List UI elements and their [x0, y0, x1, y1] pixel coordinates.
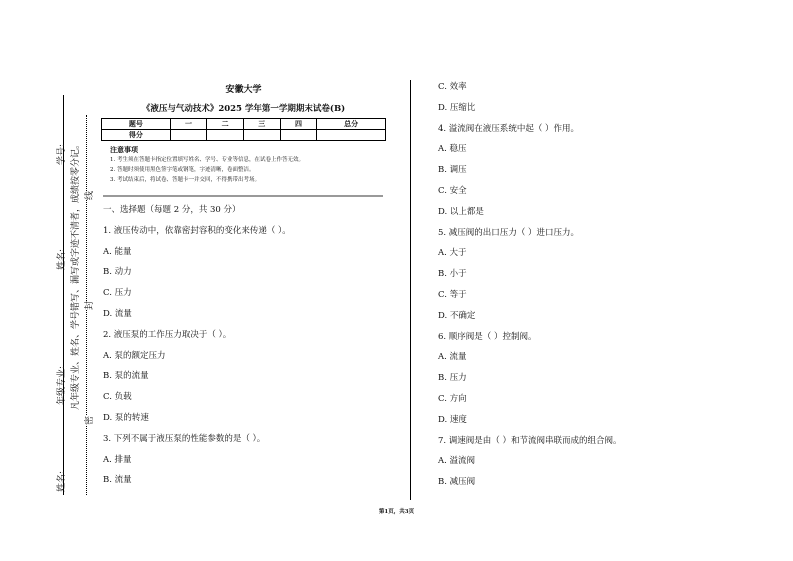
- option-text: A. 排量: [103, 454, 132, 465]
- score-header: 题号: [102, 119, 171, 130]
- notice: [110, 145, 304, 185]
- exam-title: 《液压与气动技术》2025 学年第一学期期末试卷(B): [141, 104, 346, 114]
- score-cell: [317, 130, 386, 141]
- option-text: A. 稳压: [438, 144, 467, 155]
- question-text: 3. 下列不属于液压泵的性能参数的是（ ）。: [103, 433, 266, 444]
- option-text: B. 减压阀: [438, 477, 476, 488]
- option-text: D. 不确定: [438, 310, 476, 321]
- option-text: C. 效率: [438, 82, 467, 92]
- score-header: 四: [280, 119, 317, 130]
- option-text: B. 泵的流量: [103, 371, 149, 382]
- score-cell: [243, 130, 280, 141]
- option-text: B. 流量: [103, 475, 132, 486]
- question-text: 一、选择题（每题 2 分，共 30 分）: [103, 205, 241, 215]
- option-text: A. 溢流阀: [438, 456, 476, 467]
- question-text: 4. 溢流阀在液压系统中起（ ）作用。: [438, 123, 580, 134]
- option-text: D. 泵的转速: [103, 413, 149, 423]
- notice-item: 3. 考试结束后，将试卷、答题卡一并交回，不得携带出考场。: [110, 177, 260, 183]
- option-text: C. 方向: [438, 394, 467, 404]
- option-text: D. 速度: [438, 414, 467, 425]
- option-text: B. 调压: [438, 165, 467, 176]
- id-label: 学号:: [57, 143, 67, 165]
- major-label: 年级专业:: [57, 365, 67, 405]
- binding-warning: 凡年级专业、姓名、学号错写、漏写或字迹不清者，成绩按零分记。: [71, 139, 81, 410]
- question-text: 2. 液压泵的工作压力取决于（ ）。: [103, 329, 232, 340]
- question-text: 1. 液压传动中，依靠密封容积的变化来传递（ ）。: [103, 225, 291, 236]
- option-text: B. 压力: [438, 373, 467, 384]
- seal-feng: 封: [82, 301, 95, 310]
- option-text: A. 泵的额定压力: [103, 350, 166, 361]
- score-cell: [170, 130, 207, 141]
- score-header: 总分: [317, 119, 386, 130]
- option-text: D. 以上都是: [438, 206, 484, 217]
- score-row-label: 得分: [102, 130, 171, 141]
- page-footer: 第1页，共3页: [378, 509, 415, 515]
- option-text: C. 等于: [438, 290, 467, 300]
- column-divider: [410, 80, 411, 500]
- score-header: 三: [243, 119, 280, 130]
- seal-mi: 密: [82, 416, 95, 425]
- option-text: C. 安全: [438, 186, 467, 196]
- notice-item: 2. 答题时须使用黑色签字笔或钢笔，字迹清晰，卷面整洁。: [110, 167, 255, 173]
- option-text: D. 压缩比: [438, 102, 476, 113]
- seal-xian: 线: [82, 191, 95, 200]
- question-text: 7. 调速阀是由（ ）和节流阀串联而成的组合阀。: [438, 435, 622, 446]
- option-text: C. 负载: [103, 392, 132, 403]
- question-text: 6. 顺序阀是（ ）控制阀。: [438, 331, 537, 342]
- name-label: 姓名:: [57, 248, 67, 270]
- score-header: 二: [207, 119, 244, 130]
- option-text: A. 大于: [438, 248, 467, 259]
- option-text: A. 流量: [438, 352, 467, 363]
- option-text: C. 压力: [103, 288, 132, 299]
- question-text: 5. 减压阀的出口压力（ ）进口压力。: [438, 227, 580, 238]
- option-text: B. 小于: [438, 269, 467, 280]
- score-table: [101, 118, 386, 141]
- score-header: 一: [170, 119, 207, 130]
- score-cell: [280, 130, 317, 141]
- option-text: A. 能量: [103, 246, 132, 257]
- notice-item: 1. 考生须在答题卡指定位置填写姓名、学号、专业等信息，在试卷上作答无效。: [110, 157, 304, 163]
- score-cell: [207, 130, 244, 141]
- exam-room-label: 姓名:: [57, 470, 67, 492]
- university-name: 安徽大学: [225, 85, 262, 95]
- option-text: D. 流量: [103, 309, 132, 319]
- option-text: B. 动力: [103, 267, 132, 278]
- notice-title: 注意事项: [110, 145, 138, 154]
- divider: [103, 195, 383, 197]
